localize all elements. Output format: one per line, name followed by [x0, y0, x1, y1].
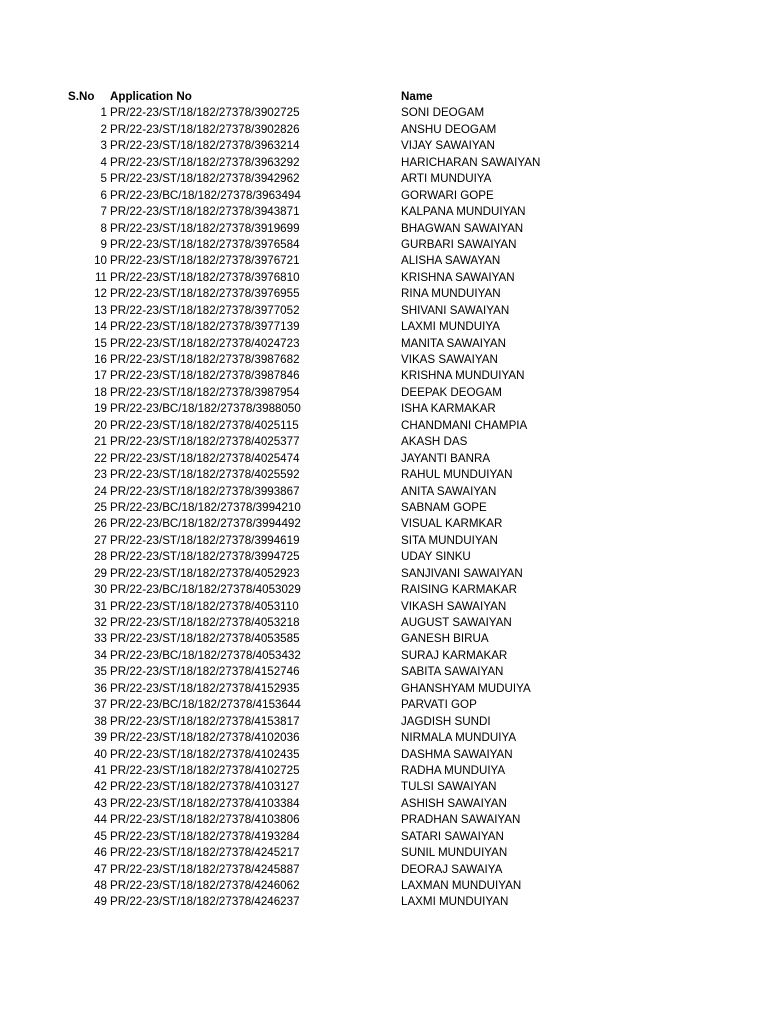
- table-row: [0, 796, 768, 812]
- row-application-no: PR/22-23/ST/18/182/27378/3987954: [110, 385, 300, 399]
- row-application-no: PR/22-23/ST/18/182/27378/4052923: [110, 566, 300, 580]
- table-row: [0, 188, 768, 204]
- table-row: [0, 418, 768, 434]
- table-row: [0, 286, 768, 302]
- table-row: [0, 681, 768, 697]
- row-application-no: PR/22-23/BC/18/182/27378/4153644: [110, 698, 301, 712]
- row-sno: 3: [100, 139, 107, 153]
- row-sno: 18: [94, 385, 107, 399]
- row-sno: 44: [94, 813, 107, 827]
- row-sno: 16: [94, 353, 107, 366]
- row-name: SANJIVANI SAWAIYAN: [401, 566, 523, 580]
- row-sno: 43: [94, 796, 107, 810]
- row-application-no: PR/22-23/BC/18/182/27378/4053029: [110, 583, 301, 597]
- table-row: [0, 352, 768, 368]
- row-name: GURBARI SAWAIYAN: [401, 237, 517, 251]
- table-row: [0, 401, 768, 417]
- row-sno: 38: [94, 714, 107, 728]
- table-row: [0, 122, 768, 138]
- table-row: [0, 566, 768, 582]
- row-name: KRISHNA MUNDUIYAN: [401, 369, 525, 383]
- header-name: Name: [401, 90, 433, 103]
- row-application-no: PR/22-23/BC/18/182/27378/3988050: [110, 402, 301, 416]
- row-name: LAXMI MUNDUIYAN: [401, 895, 509, 909]
- row-sno: 20: [94, 418, 107, 432]
- row-sno: 2: [100, 122, 107, 136]
- row-application-no: PR/22-23/ST/18/182/27378/3977052: [110, 303, 300, 317]
- row-name: ANSHU DEOGAM: [401, 122, 497, 136]
- table-row: [0, 138, 768, 154]
- row-application-no: PR/22-23/ST/18/182/27378/4102036: [110, 731, 300, 745]
- row-sno: 35: [94, 665, 107, 679]
- row-sno: 37: [94, 698, 107, 712]
- row-application-no: PR/22-23/ST/18/182/27378/3977139: [110, 320, 300, 334]
- row-name: RAISING KARMAKAR: [401, 583, 517, 597]
- row-sno: 41: [94, 763, 107, 777]
- row-application-no: PR/22-23/ST/18/182/27378/3994619: [110, 533, 300, 547]
- row-application-no: PR/22-23/ST/18/182/27378/3963292: [110, 155, 300, 169]
- table-row: [0, 631, 768, 647]
- row-sno: 13: [94, 303, 107, 317]
- row-name: ARTI MUNDUIYA: [401, 172, 492, 186]
- row-application-no: PR/22-23/ST/18/182/27378/3993867: [110, 484, 300, 498]
- row-name: ISHA KARMAKAR: [401, 402, 496, 416]
- table-row: [0, 221, 768, 237]
- table-row: [0, 763, 768, 779]
- table-row: [0, 303, 768, 319]
- row-name: MANITA SAWAIYAN: [401, 336, 506, 350]
- table-row: [0, 812, 768, 828]
- row-name: DEEPAK DEOGAM: [401, 385, 502, 399]
- row-name: SONI DEOGAM: [401, 106, 485, 120]
- row-sno: 17: [94, 369, 107, 383]
- row-sno: 45: [94, 829, 107, 843]
- row-sno: 27: [94, 533, 107, 547]
- row-application-no: PR/22-23/ST/18/182/27378/3902826: [110, 122, 300, 136]
- row-sno: 12: [94, 287, 107, 301]
- row-sno: 5: [100, 172, 107, 186]
- row-name: CHANDMANI CHAMPIA: [401, 418, 528, 432]
- row-name: LAXMAN MUNDUIYAN: [401, 879, 522, 892]
- table-header-row: [0, 89, 768, 105]
- row-application-no: PR/22-23/ST/18/182/27378/4025474: [110, 451, 300, 465]
- table-row: [0, 582, 768, 598]
- table-row: [0, 434, 768, 450]
- row-name: ALISHA SAWAYAN: [401, 254, 501, 268]
- row-sno: 30: [94, 583, 107, 597]
- table-row: [0, 500, 768, 516]
- row-sno: 11: [94, 270, 107, 284]
- table-row: [0, 516, 768, 532]
- table-row: [0, 599, 768, 615]
- row-sno: 42: [94, 780, 107, 794]
- row-name: JAGDISH SUNDI: [401, 714, 491, 728]
- row-application-no: PR/22-23/ST/18/182/27378/3902725: [110, 106, 300, 120]
- table-row: [0, 204, 768, 220]
- row-sno: 36: [94, 681, 107, 695]
- row-name: VIJAY SAWAIYAN: [401, 139, 495, 153]
- row-name: ASHISH SAWAIYAN: [401, 796, 507, 810]
- row-name: SATARI SAWAIYAN: [401, 829, 504, 843]
- table-row: [0, 155, 768, 171]
- row-sno: 47: [94, 862, 107, 876]
- row-application-no: PR/22-23/ST/18/182/27378/4153817: [110, 714, 300, 728]
- row-sno: 7: [100, 205, 107, 219]
- row-application-no: PR/22-23/ST/18/182/27378/4245887: [110, 862, 300, 876]
- row-application-no: PR/22-23/ST/18/182/27378/4193284: [110, 829, 300, 843]
- row-name: GORWARI GOPE: [401, 188, 494, 202]
- row-name: SITA MUNDUIYAN: [401, 533, 498, 547]
- row-application-no: PR/22-23/ST/18/182/27378/3976955: [110, 287, 300, 301]
- row-name: ANITA SAWAIYAN: [401, 484, 497, 498]
- row-sno: 28: [94, 550, 107, 564]
- table-row: [0, 648, 768, 664]
- header-application-no: Application No: [110, 90, 192, 103]
- row-application-no: PR/22-23/ST/18/182/27378/4245217: [110, 846, 300, 860]
- row-sno: 24: [94, 484, 107, 498]
- row-application-no: PR/22-23/ST/18/182/27378/3994725: [110, 550, 300, 564]
- row-name: GANESH BIRUA: [401, 632, 489, 646]
- row-name: PARVATI GOP: [401, 698, 477, 712]
- table-row: [0, 779, 768, 795]
- row-sno: 48: [94, 879, 107, 892]
- row-name: VISUAL KARMKAR: [401, 517, 503, 531]
- row-application-no: PR/22-23/ST/18/182/27378/3976721: [110, 254, 300, 268]
- table-row: [0, 862, 768, 878]
- row-application-no: PR/22-23/BC/18/182/27378/3994492: [110, 517, 301, 531]
- row-application-no: PR/22-23/ST/18/182/27378/3963214: [110, 139, 300, 153]
- row-sno: 1: [100, 106, 107, 120]
- row-sno: 34: [94, 648, 107, 662]
- row-name: BHAGWAN SAWAIYAN: [401, 221, 524, 235]
- table-body: [0, 105, 768, 910]
- row-sno: 21: [94, 435, 107, 449]
- row-name: KALPANA MUNDUIYAN: [401, 205, 526, 219]
- row-application-no: PR/22-23/ST/18/182/27378/4024723: [110, 336, 300, 350]
- row-application-no: PR/22-23/ST/18/182/27378/4025115: [110, 418, 299, 432]
- row-application-no: PR/22-23/BC/18/182/27378/3963494: [110, 188, 301, 202]
- row-sno: 15: [94, 336, 107, 350]
- row-name: LAXMI MUNDUIYA: [401, 320, 500, 334]
- row-name: VIKAS SAWAIYAN: [401, 353, 498, 366]
- row-application-no: PR/22-23/ST/18/182/27378/4025592: [110, 468, 300, 482]
- row-name: AKASH DAS: [401, 435, 468, 449]
- row-sno: 39: [94, 731, 107, 745]
- row-application-no: PR/22-23/ST/18/182/27378/4102725: [110, 763, 300, 777]
- row-sno: 19: [94, 402, 107, 416]
- row-name: SABNAM GOPE: [401, 500, 487, 514]
- row-sno: 33: [94, 632, 107, 646]
- row-name: DEORAJ SAWAIYA: [401, 862, 503, 876]
- row-sno: 32: [94, 616, 107, 629]
- row-sno: 9: [100, 237, 107, 251]
- row-application-no: PR/22-23/ST/18/182/27378/4103127: [110, 780, 300, 794]
- row-application-no: PR/22-23/ST/18/182/27378/4152746: [110, 665, 300, 679]
- row-sno: 10: [94, 254, 107, 268]
- table-row: [0, 171, 768, 187]
- table-row: [0, 894, 768, 910]
- table-row: [0, 878, 768, 894]
- row-application-no: PR/22-23/BC/18/182/27378/4053432: [110, 648, 301, 662]
- row-name: VIKASH SAWAIYAN: [401, 599, 507, 613]
- row-name: JAYANTI BANRA: [401, 451, 491, 465]
- header-sno: S.No: [68, 90, 95, 103]
- row-name: GHANSHYAM MUDUIYA: [401, 681, 531, 695]
- row-name: KRISHNA SAWAIYAN: [401, 270, 515, 284]
- row-application-no: PR/22-23/ST/18/182/27378/3943871: [110, 205, 300, 219]
- row-name: HARICHARAN SAWAIYAN: [401, 155, 541, 169]
- row-name: RINA MUNDUIYAN: [401, 287, 501, 301]
- table-row: [0, 336, 768, 352]
- row-sno: 49: [94, 895, 107, 909]
- row-name: PRADHAN SAWAIYAN: [401, 813, 521, 827]
- row-sno: 14: [94, 320, 107, 334]
- table-row: [0, 253, 768, 269]
- table-row: [0, 533, 768, 549]
- row-name: AUGUST SAWAIYAN: [401, 616, 512, 629]
- row-name: NIRMALA MUNDUIYA: [401, 731, 517, 745]
- row-application-no: PR/22-23/ST/18/182/27378/4246062: [110, 879, 300, 892]
- row-application-no: PR/22-23/ST/18/182/27378/4102435: [110, 747, 300, 761]
- row-sno: 31: [94, 599, 107, 613]
- row-application-no: PR/22-23/ST/18/182/27378/3987682: [110, 353, 300, 366]
- row-sno: 8: [100, 221, 107, 235]
- row-name: DASHMA SAWAIYAN: [401, 747, 513, 761]
- row-name: SURAJ KARMAKAR: [401, 648, 508, 662]
- table-row: [0, 368, 768, 384]
- row-application-no: PR/22-23/ST/18/182/27378/4103384: [110, 796, 300, 810]
- row-name: UDAY SINKU: [401, 550, 471, 564]
- row-name: SABITA SAWAIYAN: [401, 665, 504, 679]
- row-sno: 6: [100, 188, 107, 202]
- row-application-no: PR/22-23/BC/18/182/27378/3994210: [110, 500, 301, 514]
- row-name: RADHA MUNDUIYA: [401, 763, 506, 777]
- applicant-list-table: [0, 89, 768, 911]
- row-application-no: PR/22-23/ST/18/182/27378/4053218: [110, 616, 300, 629]
- table-row: [0, 237, 768, 253]
- table-row: [0, 319, 768, 335]
- row-name: SHIVANI SAWAIYAN: [401, 303, 510, 317]
- row-name: RAHUL MUNDUIYAN: [401, 468, 513, 482]
- table-row: [0, 385, 768, 401]
- row-application-no: PR/22-23/ST/18/182/27378/3976810: [110, 270, 300, 284]
- row-application-no: PR/22-23/ST/18/182/27378/3987846: [110, 369, 300, 383]
- table-row: [0, 549, 768, 565]
- row-sno: 40: [94, 747, 107, 761]
- row-application-no: PR/22-23/ST/18/182/27378/4152935: [110, 681, 300, 695]
- table-row: [0, 484, 768, 500]
- row-name: TULSI SAWAIYAN: [401, 780, 497, 794]
- row-application-no: PR/22-23/ST/18/182/27378/4103806: [110, 813, 300, 827]
- row-sno: 46: [94, 846, 107, 860]
- row-application-no: PR/22-23/ST/18/182/27378/4025377: [110, 435, 300, 449]
- table-row: [0, 105, 768, 121]
- row-sno: 26: [94, 517, 107, 531]
- table-row: [0, 747, 768, 763]
- table-row: [0, 829, 768, 845]
- row-sno: 22: [94, 451, 107, 465]
- row-sno: 23: [94, 468, 107, 482]
- table-row: [0, 730, 768, 746]
- row-name: SUNIL MUNDUIYAN: [401, 846, 508, 860]
- row-sno: 4: [100, 155, 107, 169]
- row-application-no: PR/22-23/ST/18/182/27378/3976584: [110, 237, 300, 251]
- table-row: [0, 615, 768, 631]
- table-row: [0, 697, 768, 713]
- row-application-no: PR/22-23/ST/18/182/27378/3919699: [110, 221, 300, 235]
- row-sno: 29: [94, 566, 107, 580]
- table-row: [0, 845, 768, 861]
- row-application-no: PR/22-23/ST/18/182/27378/4053110: [110, 599, 299, 613]
- row-sno: 25: [94, 500, 107, 514]
- row-application-no: PR/22-23/ST/18/182/27378/4053585: [110, 632, 300, 646]
- row-application-no: PR/22-23/ST/18/182/27378/3942962: [110, 172, 300, 186]
- table-row: [0, 714, 768, 730]
- row-application-no: PR/22-23/ST/18/182/27378/4246237: [110, 895, 300, 909]
- table-row: [0, 451, 768, 467]
- table-row: [0, 270, 768, 286]
- table-row: [0, 467, 768, 483]
- table-row: [0, 664, 768, 680]
